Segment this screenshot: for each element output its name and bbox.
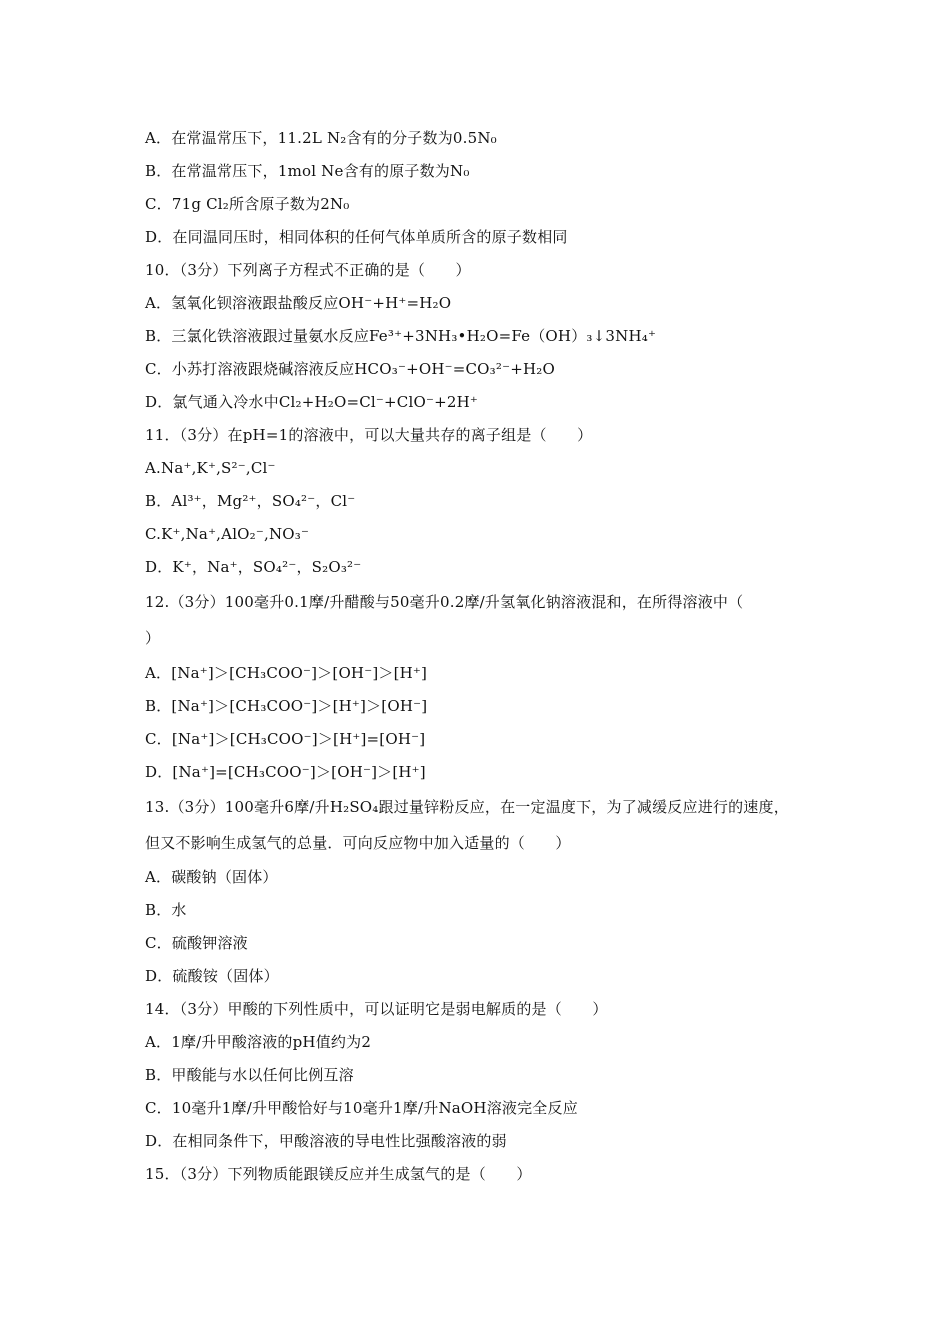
q12-option-d: D．[Na⁺]=[CH₃COO⁻]＞[OH⁻]＞[H⁺]: [145, 763, 426, 781]
q14-option-c: C．10毫升1摩/升甲酸恰好与10毫升1摩/升NaOH溶液完全反应: [145, 1099, 578, 1117]
q12-option-c: C．[Na⁺]＞[CH₃COO⁻]＞[H⁺]=[OH⁻]: [145, 730, 426, 748]
q13-option-a: A．碳酸钠（固体）: [145, 868, 278, 886]
q10-option-c: C．小苏打溶液跟烧碱溶液反应HCO₃⁻+OH⁻=CO₃²⁻+H₂O: [145, 360, 555, 378]
q11-stem: 11．（3分）在pH=1的溶液中，可以大量共存的离子组是（ ）: [145, 426, 593, 444]
q10-option-d: D．氯气通入冷水中Cl₂+H₂O=Cl⁻+ClO⁻+2H⁺: [145, 393, 479, 411]
q15-stem: 15．（3分）下列物质能跟镁反应并生成氢气的是（ ）: [145, 1165, 532, 1183]
q12-stem: 12.（3分）100毫升0.1摩/升醋酸与50毫升0.2摩/升氢氧化钠溶液混和，在所得溶液中（: [145, 593, 744, 611]
q13-stem-cont: 但又不影响生成氢气的总量．可向反应物中加入适量的（ ）: [145, 834, 571, 852]
q13-option-d: D．硫酸铵（固体）: [145, 967, 279, 985]
q13-option-b: B．水: [145, 901, 187, 919]
q11-option-c: C.K⁺,Na⁺,AlO₂⁻,NO₃⁻: [145, 525, 310, 543]
q10-stem: 10．（3分）下列离子方程式不正确的是（ ）: [145, 261, 471, 279]
q10-option-a: A．氢氧化钡溶液跟盐酸反应OH⁻+H⁺=H₂O: [145, 294, 452, 312]
q11-option-a: A.Na⁺,K⁺,S²⁻,Cl⁻: [145, 459, 276, 477]
q11-option-d: D．K⁺，Na⁺，SO₄²⁻，S₂O₃²⁻: [145, 558, 362, 576]
q13-stem: 13.（3分）100毫升6摩/升H₂SO₄跟过量锌粉反应，在一定温度下，为了减缓反应进行的速度，: [145, 798, 789, 816]
q9-option-b: B．在常温常压下，1mol Ne含有的原子数为N₀: [145, 162, 470, 180]
q14-option-b: B．甲酸能与水以任何比例互溶: [145, 1066, 354, 1084]
q14-option-a: A．1摩/升甲酸溶液的pH值约为2: [145, 1033, 372, 1051]
q12-option-b: B．[Na⁺]＞[CH₃COO⁻]＞[H⁺]＞[OH⁻]: [145, 697, 428, 715]
q12-option-a: A．[Na⁺]＞[CH₃COO⁻]＞[OH⁻]＞[H⁺]: [145, 664, 428, 682]
q9-option-c: C．71g Cl₂所含原子数为2N₀: [145, 195, 350, 213]
q9-option-a: A．在常温常压下，11.2L N₂含有的分子数为0.5N₀: [145, 129, 497, 147]
q11-option-b: B．Al³⁺，Mg²⁺，SO₄²⁻，Cl⁻: [145, 492, 356, 510]
q10-option-b: B．三氯化铁溶液跟过量氨水反应Fe³⁺+3NH₃•H₂O=Fe（OH）₃↓3NH₄⁺: [145, 327, 657, 345]
q9-option-d: D．在同温同压时，相同体积的任何气体单质所含的原子数相同: [145, 228, 568, 246]
q13-option-c: C．硫酸钾溶液: [145, 934, 248, 952]
q12-stem-cont: ）: [145, 629, 161, 647]
q14-stem: 14．（3分）甲酸的下列性质中，可以证明它是弱电解质的是（ ）: [145, 1000, 608, 1018]
q14-option-d: D．在相同条件下，甲酸溶液的导电性比强酸溶液的弱: [145, 1132, 507, 1150]
